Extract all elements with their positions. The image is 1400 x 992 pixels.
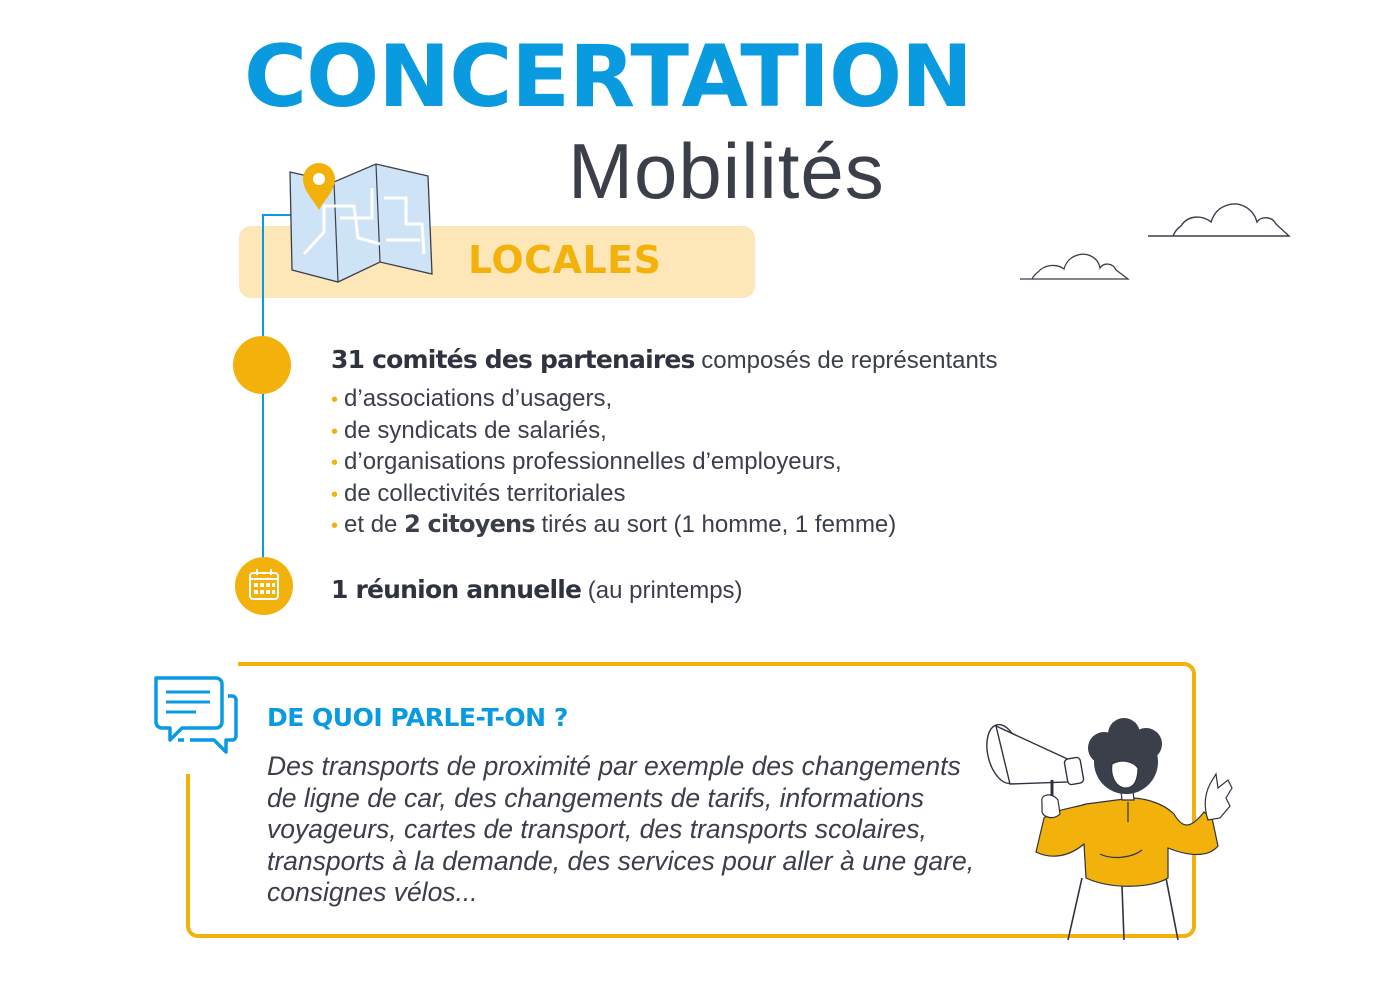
- calendar-icon: [247, 567, 281, 603]
- topics-heading: DE QUOI PARLE-T-ON ?: [267, 703, 568, 732]
- list-item: • de collectivités territoriales: [331, 479, 626, 507]
- timeline-dot: [233, 336, 291, 394]
- list-item: • d’organisations professionnelles d’employeurs,: [331, 448, 842, 475]
- list-item: • de syndicats de salariés,: [331, 416, 607, 444]
- chat-bubble-icon: [150, 672, 240, 762]
- committees-count: 31 comités des partenaires: [331, 345, 695, 374]
- list-item: • d’associations d’usagers,: [331, 385, 613, 412]
- list-item: • et de 2 citoyens tirés au sort (1 homme, 1 femme): [331, 510, 897, 538]
- committees-headline: [331, 345, 997, 375]
- cloud-icon: [1145, 196, 1293, 242]
- section-label: LOCALES: [468, 238, 662, 282]
- topics-body: Des transports de proximité par exemple des changements de ligne de car, des changements de tarifs, informations voyageurs, cartes de transport, des transports scolaires, transports à la demande, des services pour aller à une gare, consignes vélos...: [267, 751, 975, 907]
- meeting-headline: [331, 575, 743, 605]
- meeting-season: (au printemps): [581, 577, 743, 604]
- timeline-line: [262, 214, 264, 584]
- location-pin-icon: [300, 160, 338, 212]
- woman-megaphone-illustration: [982, 718, 1238, 940]
- committees-description: composés de représentants: [694, 347, 998, 374]
- meeting-frequency: 1 réunion annuelle: [331, 575, 582, 604]
- cloud-icon: [1018, 248, 1130, 282]
- page-subtitle: Mobilités: [568, 127, 885, 215]
- partner-list: [331, 384, 896, 542]
- page-title: CONCERTATION: [244, 27, 973, 127]
